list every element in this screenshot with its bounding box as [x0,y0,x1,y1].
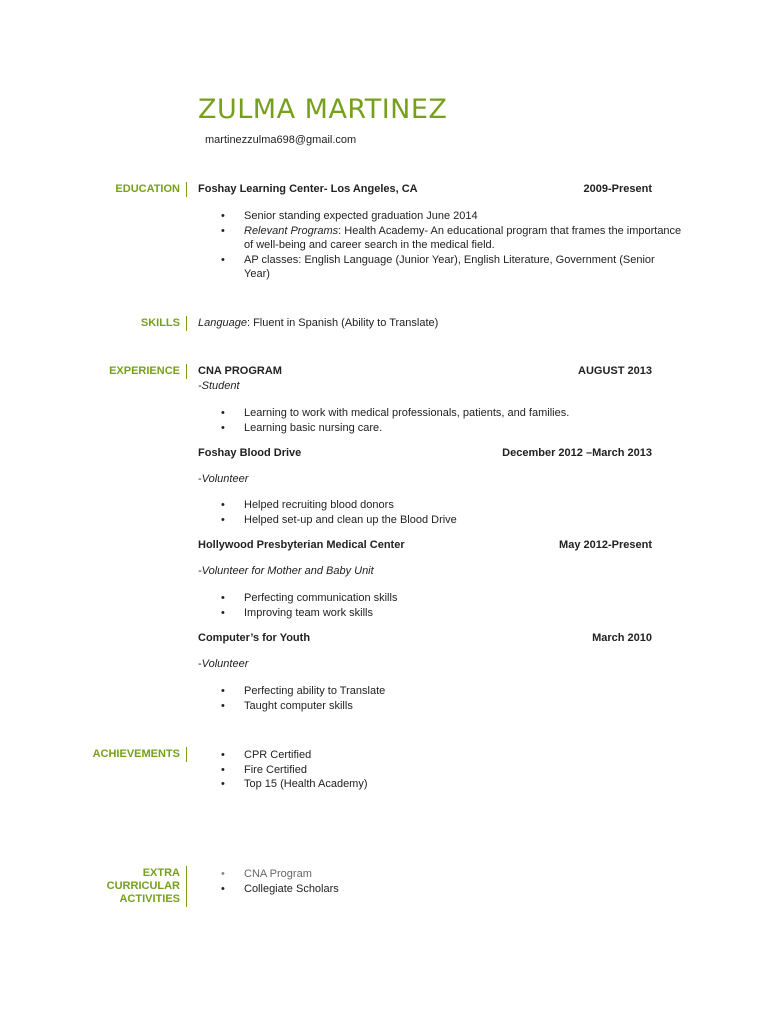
list-item: • Perfecting communication skills [200,591,720,606]
experience-title: Hollywood Presbyterian Medical Center [198,539,405,551]
list-item: • Perfecting ability to Translate [200,684,720,699]
experience-bullets [200,684,720,713]
experience-date: December 2012 –March 2013 [502,447,652,459]
experience-role: -Student [198,380,240,392]
experience-role: -Volunteer [198,658,249,670]
resume-name: ZULMA MARTINEZ [198,94,448,125]
section-divider [186,364,187,379]
education-bullets [200,209,720,282]
list-item: • Learning to work with medical professionals, patients, and families. [200,406,720,421]
list-item: • Collegiate Scholars [200,882,720,897]
education-school: Foshay Learning Center- Los Angeles, CA [198,183,418,195]
experience-role: -Volunteer [198,473,249,485]
list-item: • AP classes: English Language (Junior Year), English Literature, Government (Senior Year) [200,253,720,282]
list-item: • Relevant Programs: Health Academy- An educational program that frames the importance of well-being and career search in the medical field. [200,224,720,253]
achievements-bullets [200,748,720,792]
section-divider [186,866,187,907]
list-item: • Senior standing expected graduation June 2014 [200,209,720,224]
experience-date: March 2010 [592,632,652,644]
list-item: • Taught computer skills [200,699,720,714]
section-label-experience: EXPERIENCE [109,365,180,377]
experience-date: AUGUST 2013 [578,365,652,377]
experience-title: CNA PROGRAM [198,365,282,377]
section-divider [186,747,187,762]
list-item: • Learning basic nursing care. [200,421,720,436]
email-address: martinezzulma698@gmail.com [205,134,357,146]
section-divider [186,182,187,197]
list-item: • Improving team work skills [200,606,720,621]
section-divider [186,316,187,331]
experience-title: Computer’s for Youth [198,632,311,644]
skills-language: Language: Fluent in Spanish (Ability to Translate) [198,317,439,329]
experience-bullets [200,498,720,527]
list-item: • Top 15 (Health Academy) [200,777,720,792]
section-label-achievements: ACHIEVEMENTS [92,748,180,760]
list-item: • CPR Certified [200,748,720,763]
section-label-extracurricular: EXTRA CURRICULAR ACTIVITIES [106,867,180,905]
experience-bullets [200,591,720,620]
list-item: • Fire Certified [200,763,720,778]
experience-role: -Volunteer for Mother and Baby Unit [198,565,374,577]
education-date: 2009-Present [583,183,652,195]
section-label-skills: SKILLS [140,317,180,329]
experience-date: May 2012-Present [559,539,652,551]
extracurricular-bullets [200,867,720,896]
list-item: • Helped set-up and clean up the Blood Drive [200,513,720,528]
experience-title: Foshay Blood Drive [198,447,302,459]
list-item: • Helped recruiting blood donors [200,498,720,513]
section-label-education: EDUCATION [115,183,180,195]
list-item: • CNA Program [200,867,720,882]
experience-bullets [200,406,720,435]
